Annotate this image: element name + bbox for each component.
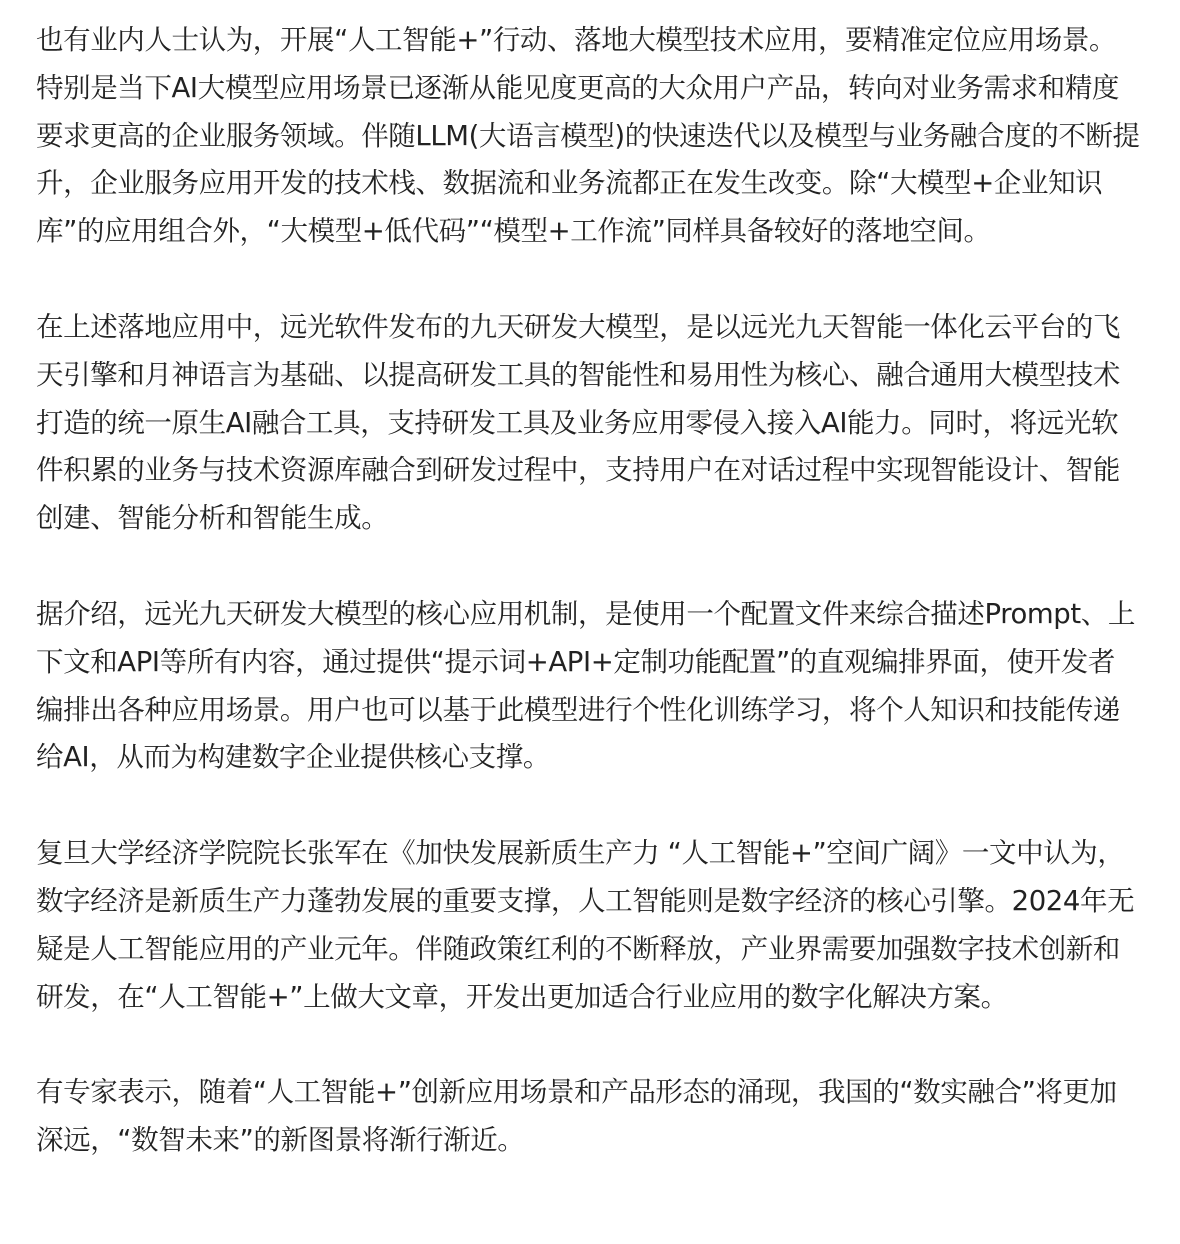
article-paragraph: 也有业内人士认为，开展“人工智能+”行动、落地大模型技术应用，要精准定位应用场景。特别是当下AI大模型应用场景已逐渐从能见度更高的大众用户产品，转向对业务需求和精度要求更高的企业服务领域。伴随LLM(大语言模型)的快速迭代以及模型与业务融合度的不断提升，企业服务应用开发的技术栈、数据流和业务流都正在发生改变。除“大模型+企业知识库”的应用组合外，“大模型+低代码”“模型+工作流”同样具备较好的落地空间。	[36, 24, 1140, 248]
article-paragraph: 在上述落地应用中，远光软件发布的九天研发大模型，是以远光九天智能一体化云平台的飞天引擎和月神语言为基础、以提高研发工具的智能性和易用性为核心、融合通用大模型技术打造的统一原生AI融合工具，支持研发工具及业务应用零侵入接入AI能力。同时，将远光软件积累的业务与技术资源库融合到研发过程中，支持用户在对话过程中实现智能设计、智能创建、智能分析和智能生成。	[36, 310, 1120, 535]
article-paragraph: 有专家表示，随着“人工智能+”创新应用场景和产品形态的涌现，我国的“数实融合”将更加深远，“数智未来”的新图景将渐行渐近。	[36, 1076, 1117, 1157]
article-paragraph: 复旦大学经济学院院长张军在《加快发展新质生产力 “人工智能+”空间广阔》一文中认为，数字经济是新质生产力蓬勃发展的重要支撑，人工智能则是数字经济的核心引擎。2024年无疑是人工智能应用的产业元年。伴随政策红利的不断释放，产业界需要加强数字技术创新和研发，在“人工智能+”上做大文章，开发出更加适合行业应用的数字化解决方案。	[36, 837, 1135, 1013]
article-paragraph: 据介绍，远光九天研发大模型的核心应用机制，是使用一个配置文件来综合描述Prompt、上下文和API等所有内容，通过提供“提示词+API+定制功能配置”的直观编排界面，使开发者编排出各种应用场景。用户也可以基于此模型进行个性化训练学习，将个人知识和技能传递给AI，从而为构建数字企业提供核心支撑。	[36, 597, 1135, 774]
